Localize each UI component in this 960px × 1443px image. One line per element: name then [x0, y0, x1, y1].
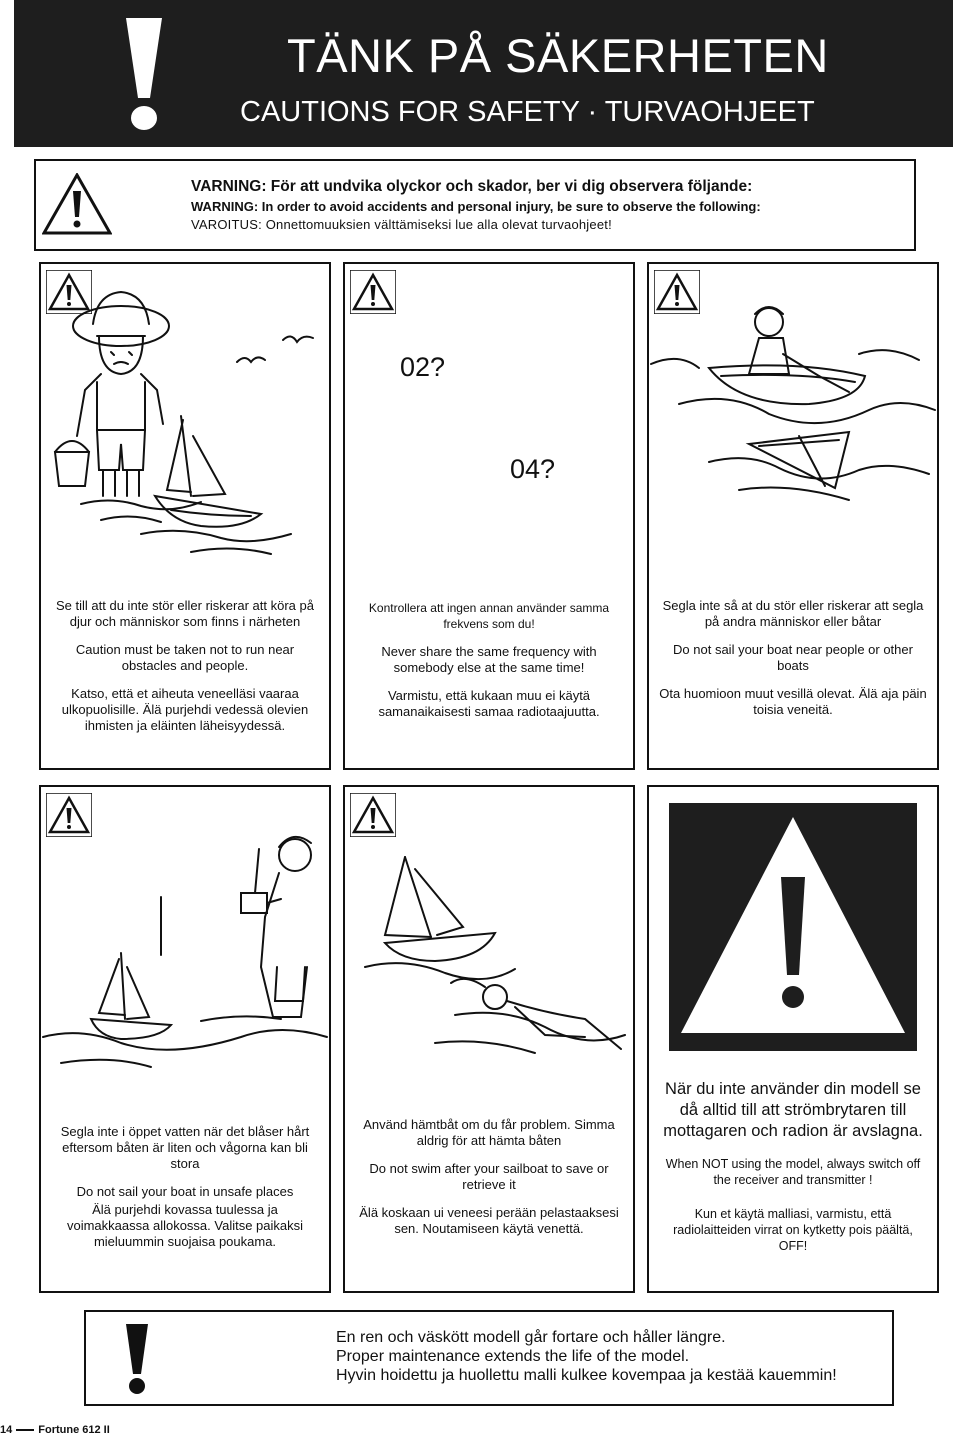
swimmer-and-sailboat-illustration	[345, 787, 633, 1117]
safety-panel-frequency	[343, 262, 635, 770]
operator-with-transmitter-illustration	[41, 787, 329, 1117]
footer-dash	[16, 1429, 34, 1431]
panel-text	[659, 598, 927, 730]
safety-panel-obstacles	[39, 262, 331, 770]
text-english: Do not sail your boat in unsafe places	[76, 1184, 294, 1199]
safety-panel-other-boats	[647, 262, 939, 770]
maintenance-finnish: Hyvin hoidettu ja huollettu malli kulkee kovempaa ja kestää kauemmin!	[336, 1367, 837, 1384]
text-english: Do not sail your boat near people or other boats	[673, 642, 913, 673]
text-english: Do not swim after your sailboat to save or retrieve it	[369, 1161, 609, 1192]
product-name: Fortune 612 II	[38, 1424, 110, 1436]
page-footer	[0, 1424, 110, 1436]
switch-off-heading: När du inte använder din modell se då alltid till att strömbrytaren till mottagaren och radion är avslagna.	[663, 1080, 923, 1140]
text-english: Caution must be taken not to run near obstacles and people.	[75, 642, 295, 673]
exclamation-icon	[74, 14, 214, 134]
maintenance-english: Proper maintenance extends the life of the model.	[336, 1348, 690, 1365]
safety-panel-unsafe-water	[39, 785, 331, 1293]
safety-panel-do-not-swim	[343, 785, 635, 1293]
maintenance-swedish: En ren och väskött modell går fortare och håller längre.	[336, 1329, 726, 1346]
panel-text	[51, 1124, 319, 1262]
warning-swedish: VARNING: För att undvika olyckor och skador, ber vi dig observera följande:	[191, 178, 753, 195]
child-with-bucket-illustration	[41, 264, 329, 594]
general-warning-box	[34, 159, 916, 251]
exclamation-icon	[112, 1322, 162, 1396]
text-swedish: Se till att du inte stör eller riskerar att köra på djur och människor som finns i närheten	[56, 598, 314, 629]
panel-text	[355, 600, 623, 732]
text-swedish: Använd hämtbåt om du får problem. Simma aldrig för att hämta båten	[363, 1117, 615, 1148]
safety-panel-switch-off	[647, 785, 939, 1293]
text-finnish: Älä koskaan ui veneesi perään pelastaaksesi sen. Noutamiseen käytä venettä.	[359, 1205, 619, 1236]
text-swedish: Segla inte i öppet vatten när det blåser hårt eftersom båten är liten och vågorna kan bli stora	[60, 1124, 310, 1171]
maintenance-box	[84, 1310, 894, 1406]
frequency-label-b: 04?	[510, 454, 556, 484]
text-finnish: Kun et käytä malliasi, varmistu, että radiolaitteiden virrat on kytketty pois päältä, OFF!	[673, 1207, 913, 1253]
text-finnish: Katso, että et aiheuta veneelläsi vaaraa ulkopuolisille. Älä purjehdi vedessä olevien ihmisten ja eläinten läheisyydessä.	[61, 686, 309, 733]
page-subtitle: CAUTIONS FOR SAFETY · TURVAOHJEET	[240, 96, 815, 128]
panel-text	[659, 1079, 927, 1266]
page-number: 14	[0, 1424, 13, 1436]
text-finnish: Älä purjehdi kovassa tuulessa ja voimakkaassa allokossa. Valitse paikaksi mieluummin suojaisa poukama.	[66, 1202, 304, 1249]
warning-triangle-icon	[350, 270, 396, 314]
text-finnish: Ota huomioon muut vesillä olevat. Älä aja päin toisia veneitä.	[659, 686, 927, 717]
frequency-label-a: 02?	[400, 352, 446, 382]
text-english: When NOT using the model, always switch off the receiver and transmitter !	[665, 1157, 921, 1187]
warning-english: WARNING: In order to avoid accidents and personal injury, be sure to observe the following:	[191, 199, 761, 214]
text-swedish: Segla inte så at du stör eller riskerar att segla på andra människor eller båtar	[662, 598, 924, 629]
page-title: TÄNK PÅ SÄKERHETEN	[287, 29, 829, 82]
rowing-boat-illustration	[649, 264, 937, 594]
warning-finnish: VAROITUS: Onnettomuuksien välttämiseksi lue alla olevat turvaohjeet!	[191, 217, 612, 232]
header-band	[14, 0, 953, 147]
large-warning-triangle-icon	[649, 787, 937, 1052]
text-finnish: Varmistu, että kukaan muu ei käytä samanaikaisesti samaa radiotaajuutta.	[378, 688, 600, 719]
warning-triangle-icon	[42, 173, 112, 235]
text-swedish: Kontrollera att ingen annan använder samma frekvens som du!	[368, 601, 610, 631]
panel-text	[355, 1117, 623, 1249]
panel-text	[51, 598, 319, 746]
text-english: Never share the same frequency with somebody else at the same time!	[381, 644, 597, 675]
